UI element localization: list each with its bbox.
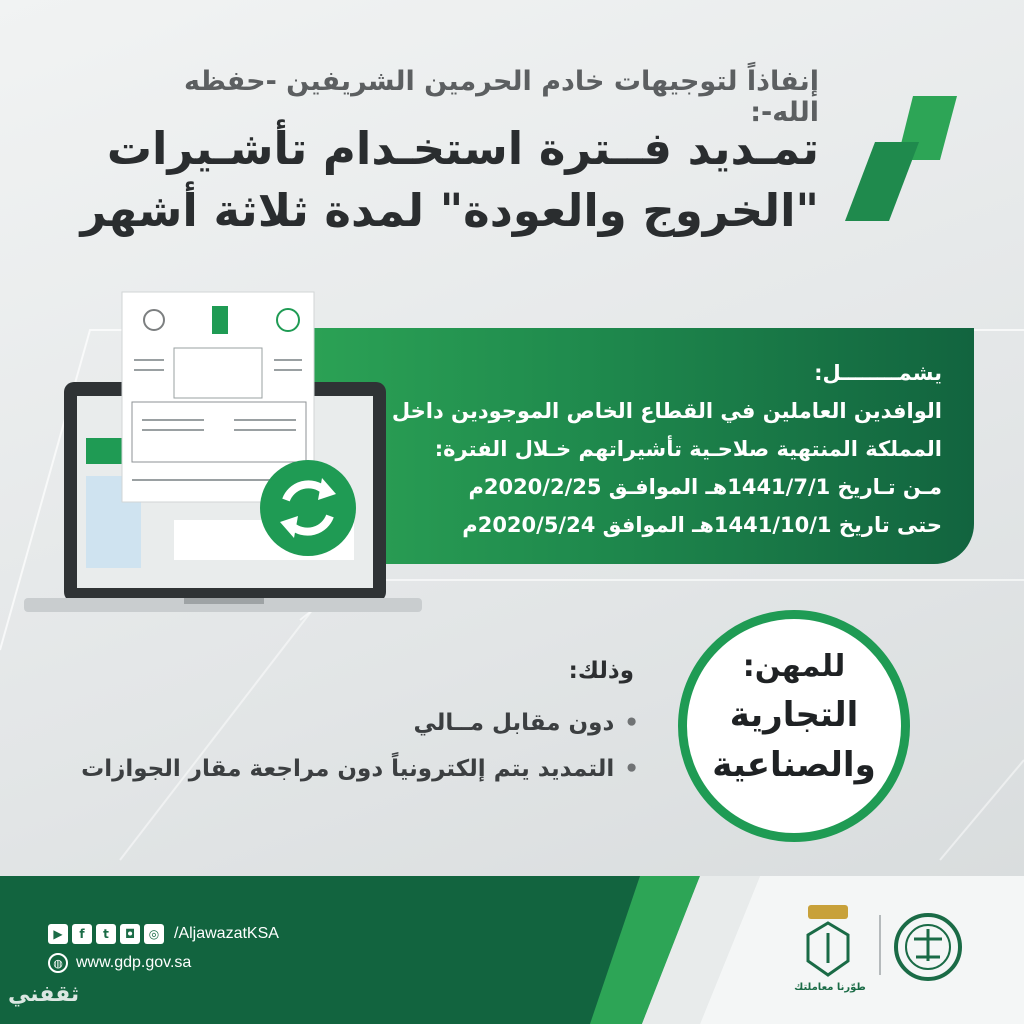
title-line-1: تمـديد فــترة استخـدام تأشـيرات <box>106 122 819 175</box>
instagram-icon[interactable]: ◎ <box>144 924 164 944</box>
social-row <box>48 924 279 944</box>
social-handle[interactable]: /AljawazatKSA <box>174 925 279 942</box>
logo-caption: طوّرنا معاملتك <box>794 982 866 993</box>
list-item <box>19 746 639 792</box>
snapchat-icon[interactable]: ◘ <box>120 924 140 944</box>
list-item <box>19 700 639 746</box>
subtitle: إنفاذاً لتوجيهات خادم الحرمين الشريفين -حفظه الله-: <box>184 66 819 128</box>
laptop-illustration <box>24 290 434 620</box>
professions-line-2: والصناعية <box>712 745 876 785</box>
page-title <box>59 118 819 242</box>
bullet-icon: • <box>624 756 639 782</box>
globe-icon: ◍ <box>48 953 68 973</box>
title-line-2: "الخروج والعودة" لمدة ثلاثة أشهر <box>80 184 819 237</box>
info-line: حتى تاريخ 1441/10/1هـ الموافق 2020/5/24م <box>462 513 942 537</box>
bullet-icon: • <box>624 710 639 736</box>
passports-logo-icon <box>808 905 848 975</box>
info-line: المملكة المنتهية صلاحـية تأشيراتهم خـلال الفترة: <box>434 437 942 461</box>
website-row <box>48 953 191 973</box>
quote-mark-icon <box>845 96 965 221</box>
ministry-logo-icon <box>896 915 960 979</box>
professions-line-1: التجارية <box>729 695 859 735</box>
info-line: الوافدين العاملين في القطاع الخاص الموجودين داخل <box>391 399 942 423</box>
bullet-text: التمديد يتم إلكترونياً دون مراجعة مقار الجوازات <box>81 756 615 782</box>
bullet-list <box>19 700 639 792</box>
youtube-icon[interactable]: ▶ <box>48 924 68 944</box>
website-link[interactable]: www.gdp.gov.sa <box>76 954 192 971</box>
info-text <box>382 354 942 544</box>
bullet-text: دون مقابل مــالي <box>413 710 615 736</box>
watermark: ثقفني <box>8 982 80 1007</box>
info-heading: يشمــــــــل: <box>814 361 942 385</box>
also-label: وذلك: <box>568 658 634 684</box>
twitter-icon[interactable]: t <box>96 924 116 944</box>
info-line: مـن تـاريخ 1441/7/1هـ الموافـق 2020/2/25م <box>468 475 942 499</box>
professions-text <box>678 644 910 790</box>
professions-label: للمهن: <box>742 649 846 684</box>
facebook-icon[interactable]: f <box>72 924 92 944</box>
